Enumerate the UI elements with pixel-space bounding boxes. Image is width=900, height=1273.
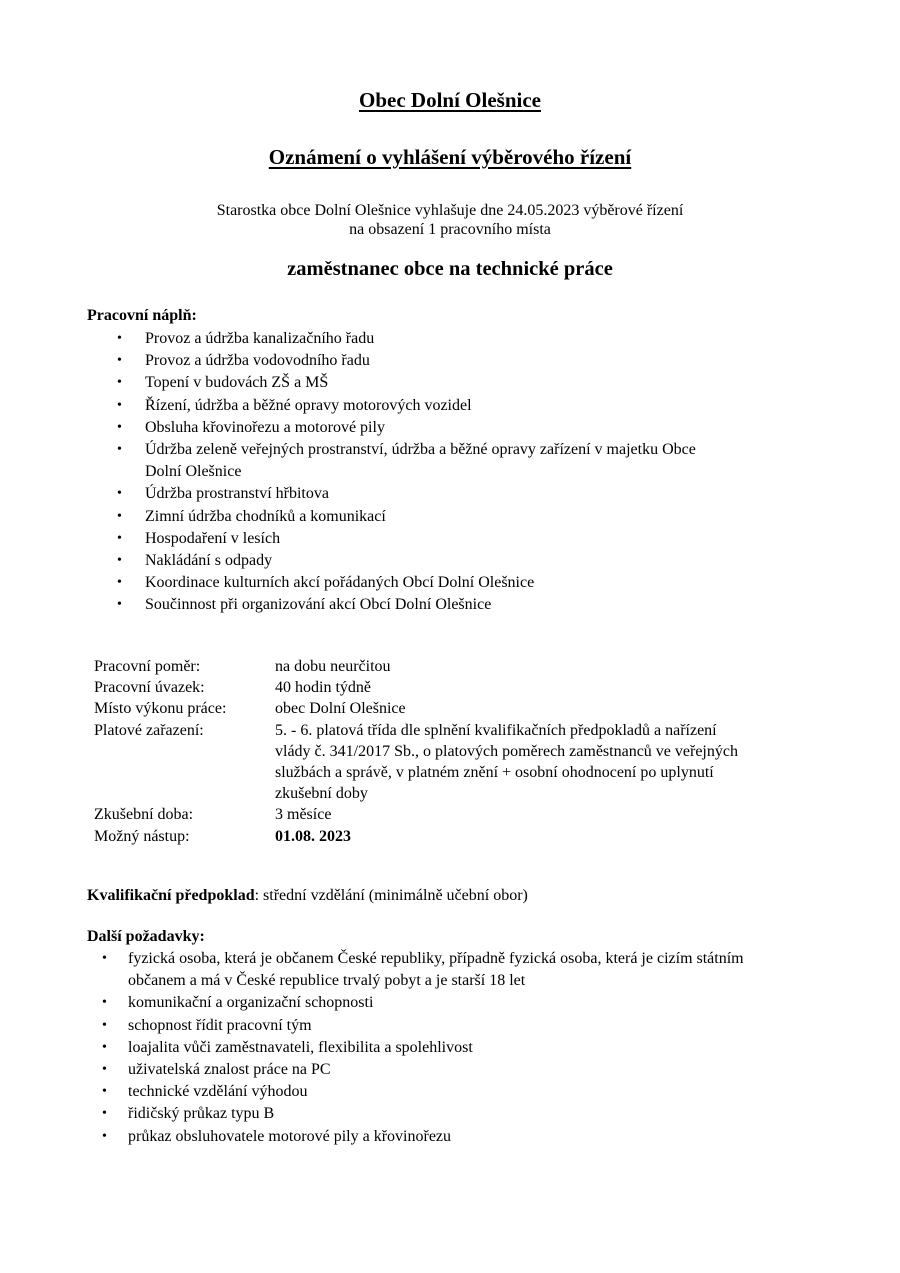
bullet-icon: • [102, 995, 107, 1011]
term-label: Zkušební doba: [94, 806, 194, 824]
list-item [102, 1037, 848, 1059]
bullet-icon: • [102, 951, 107, 966]
list-item [117, 372, 845, 394]
term-value: 01.08. 2023 [275, 827, 351, 845]
announcement-title: Oznámení o vyhlášení výběrového řízení [268, 145, 632, 169]
term-value: vlády č. 341/2017 Sb., o platových poměrech zaměstnanců ve veřejných [275, 742, 738, 760]
list-item-text: Provoz a údržba vodovodního řadu [145, 352, 370, 370]
qualification-value: : střední vzdělání (minimálně učební obor) [254, 887, 528, 904]
term-value: na dobu neurčitou [275, 658, 391, 675]
list-item-text: řidičský průkaz typu B [128, 1105, 275, 1123]
qualification-label: Kvalifikační předpoklad [87, 887, 255, 904]
term-label: Platové zařazení: [94, 721, 204, 739]
list-item-text: občanem a má v České republice trvalý pobyt a je starší 18 let [128, 972, 526, 990]
list-item-text: Obsluha křovinořezu a motorové pily [145, 418, 385, 436]
requirements-heading: Další požadavky: [87, 928, 205, 945]
term-row [94, 720, 814, 805]
list-item-text: technické vzdělání výhodou [128, 1083, 308, 1101]
bullet-icon: • [117, 442, 122, 458]
term-row [94, 698, 814, 719]
list-item-text: Nakládání s odpady [145, 552, 273, 570]
requirements-list [102, 948, 848, 1148]
bullet-icon: • [102, 1039, 107, 1055]
term-value: službách a správě, v platném znění + osobní ohodnocení po uplynutí [275, 764, 714, 782]
bullet-icon: • [117, 486, 122, 502]
term-label: Pracovní úvazek: [94, 679, 205, 697]
term-row [94, 826, 814, 847]
term-row [94, 804, 814, 825]
municipality-title: Obec Dolní Olešnice [359, 88, 541, 112]
list-item [117, 550, 845, 572]
bullet-icon: • [102, 1084, 107, 1100]
bullet-icon: • [102, 1128, 107, 1144]
intro-paragraph [0, 201, 900, 239]
list-item [117, 395, 845, 417]
list-item [117, 528, 845, 550]
bullet-icon: • [117, 353, 122, 369]
list-item [117, 483, 845, 505]
term-label: Pracovní poměr: [94, 658, 201, 675]
list-item-text: komunikační a organizační schopnosti [128, 994, 374, 1012]
list-item [102, 948, 848, 992]
list-item-text: Topení v budovách ZŠ a MŠ [145, 374, 329, 392]
duties-list [117, 328, 845, 617]
term-row [94, 677, 814, 698]
bullet-icon: • [117, 508, 122, 524]
intro-line: Starostka obce Dolní Olešnice vyhlašuje dne 24.05.2023 výběrové řízení [216, 202, 684, 219]
list-item-text: Údržba zeleně veřejných prostranství, údržba a běžné opravy zařízení v majetku Obce [145, 441, 696, 459]
term-label: Místo výkonu práce: [94, 700, 227, 718]
list-item-text: uživatelská znalost práce na PC [128, 1061, 331, 1079]
list-item-text: Údržba prostranství hřbitova [145, 485, 329, 503]
list-item [102, 992, 848, 1014]
list-item-text: průkaz obsluhovatele motorové pily a křovinořezu [128, 1127, 452, 1145]
list-item-text: Dolní Olešnice [145, 463, 242, 481]
bullet-icon: • [117, 553, 122, 569]
list-item [102, 1103, 848, 1125]
bullet-icon: • [117, 419, 122, 435]
list-item-text: Zimní údržba chodníků a komunikací [145, 507, 386, 525]
bullet-icon: • [102, 1062, 107, 1078]
bullet-icon: • [117, 375, 122, 391]
position-title: zaměstnanec obce na technické práce [287, 258, 613, 280]
employment-terms [94, 656, 814, 847]
term-value: obec Dolní Olešnice [275, 700, 406, 718]
bullet-icon: • [117, 575, 122, 591]
list-item-text: schopnost řídit pracovní tým [128, 1016, 312, 1034]
term-value: zkušební doby [275, 785, 368, 803]
duties-heading: Pracovní náplň: [87, 307, 197, 324]
term-value: 5. - 6. platová třída dle splnění kvalifikačních předpokladů a nařízení [275, 721, 717, 739]
bullet-icon: • [117, 597, 122, 613]
bullet-icon: • [117, 530, 122, 546]
list-item-text: Součinnost při organizování akcí Obcí Dolní Olešnice [145, 596, 492, 614]
bullet-icon: • [117, 397, 122, 413]
term-row [94, 656, 814, 677]
term-value: 40 hodin týdně [275, 679, 371, 697]
bullet-icon: • [102, 1017, 107, 1033]
term-label: Možný nástup: [94, 827, 190, 845]
list-item-text: loajalita vůči zaměstnavateli, flexibilita a spolehlivost [128, 1038, 473, 1056]
list-item [117, 506, 845, 528]
list-item-text: Koordinace kulturních akcí pořádaných Obcí Dolní Olešnice [145, 574, 535, 592]
list-item [102, 1081, 848, 1103]
list-item-text: Hospodaření v lesích [145, 529, 281, 547]
list-item [117, 328, 845, 350]
list-item-text: fyzická osoba, která je občanem České republiky, případně fyzická osoba, která je cizím státním [128, 950, 744, 967]
list-item [117, 417, 845, 439]
list-item [102, 1059, 848, 1081]
list-item [102, 1126, 848, 1148]
list-item [117, 594, 845, 616]
bullet-icon: • [117, 331, 122, 346]
list-item [117, 572, 845, 594]
term-value: 3 měsíce [275, 806, 332, 824]
bullet-icon: • [102, 1106, 107, 1122]
list-item [117, 350, 845, 372]
intro-line: na obsazení 1 pracovního místa [349, 221, 551, 238]
list-item-text: Provoz a údržba kanalizačního řadu [145, 330, 375, 347]
list-item [117, 439, 845, 483]
list-item [102, 1015, 848, 1037]
list-item-text: Řízení, údržba a běžné opravy motorových vozidel [145, 396, 472, 414]
qualification-line [87, 886, 528, 905]
